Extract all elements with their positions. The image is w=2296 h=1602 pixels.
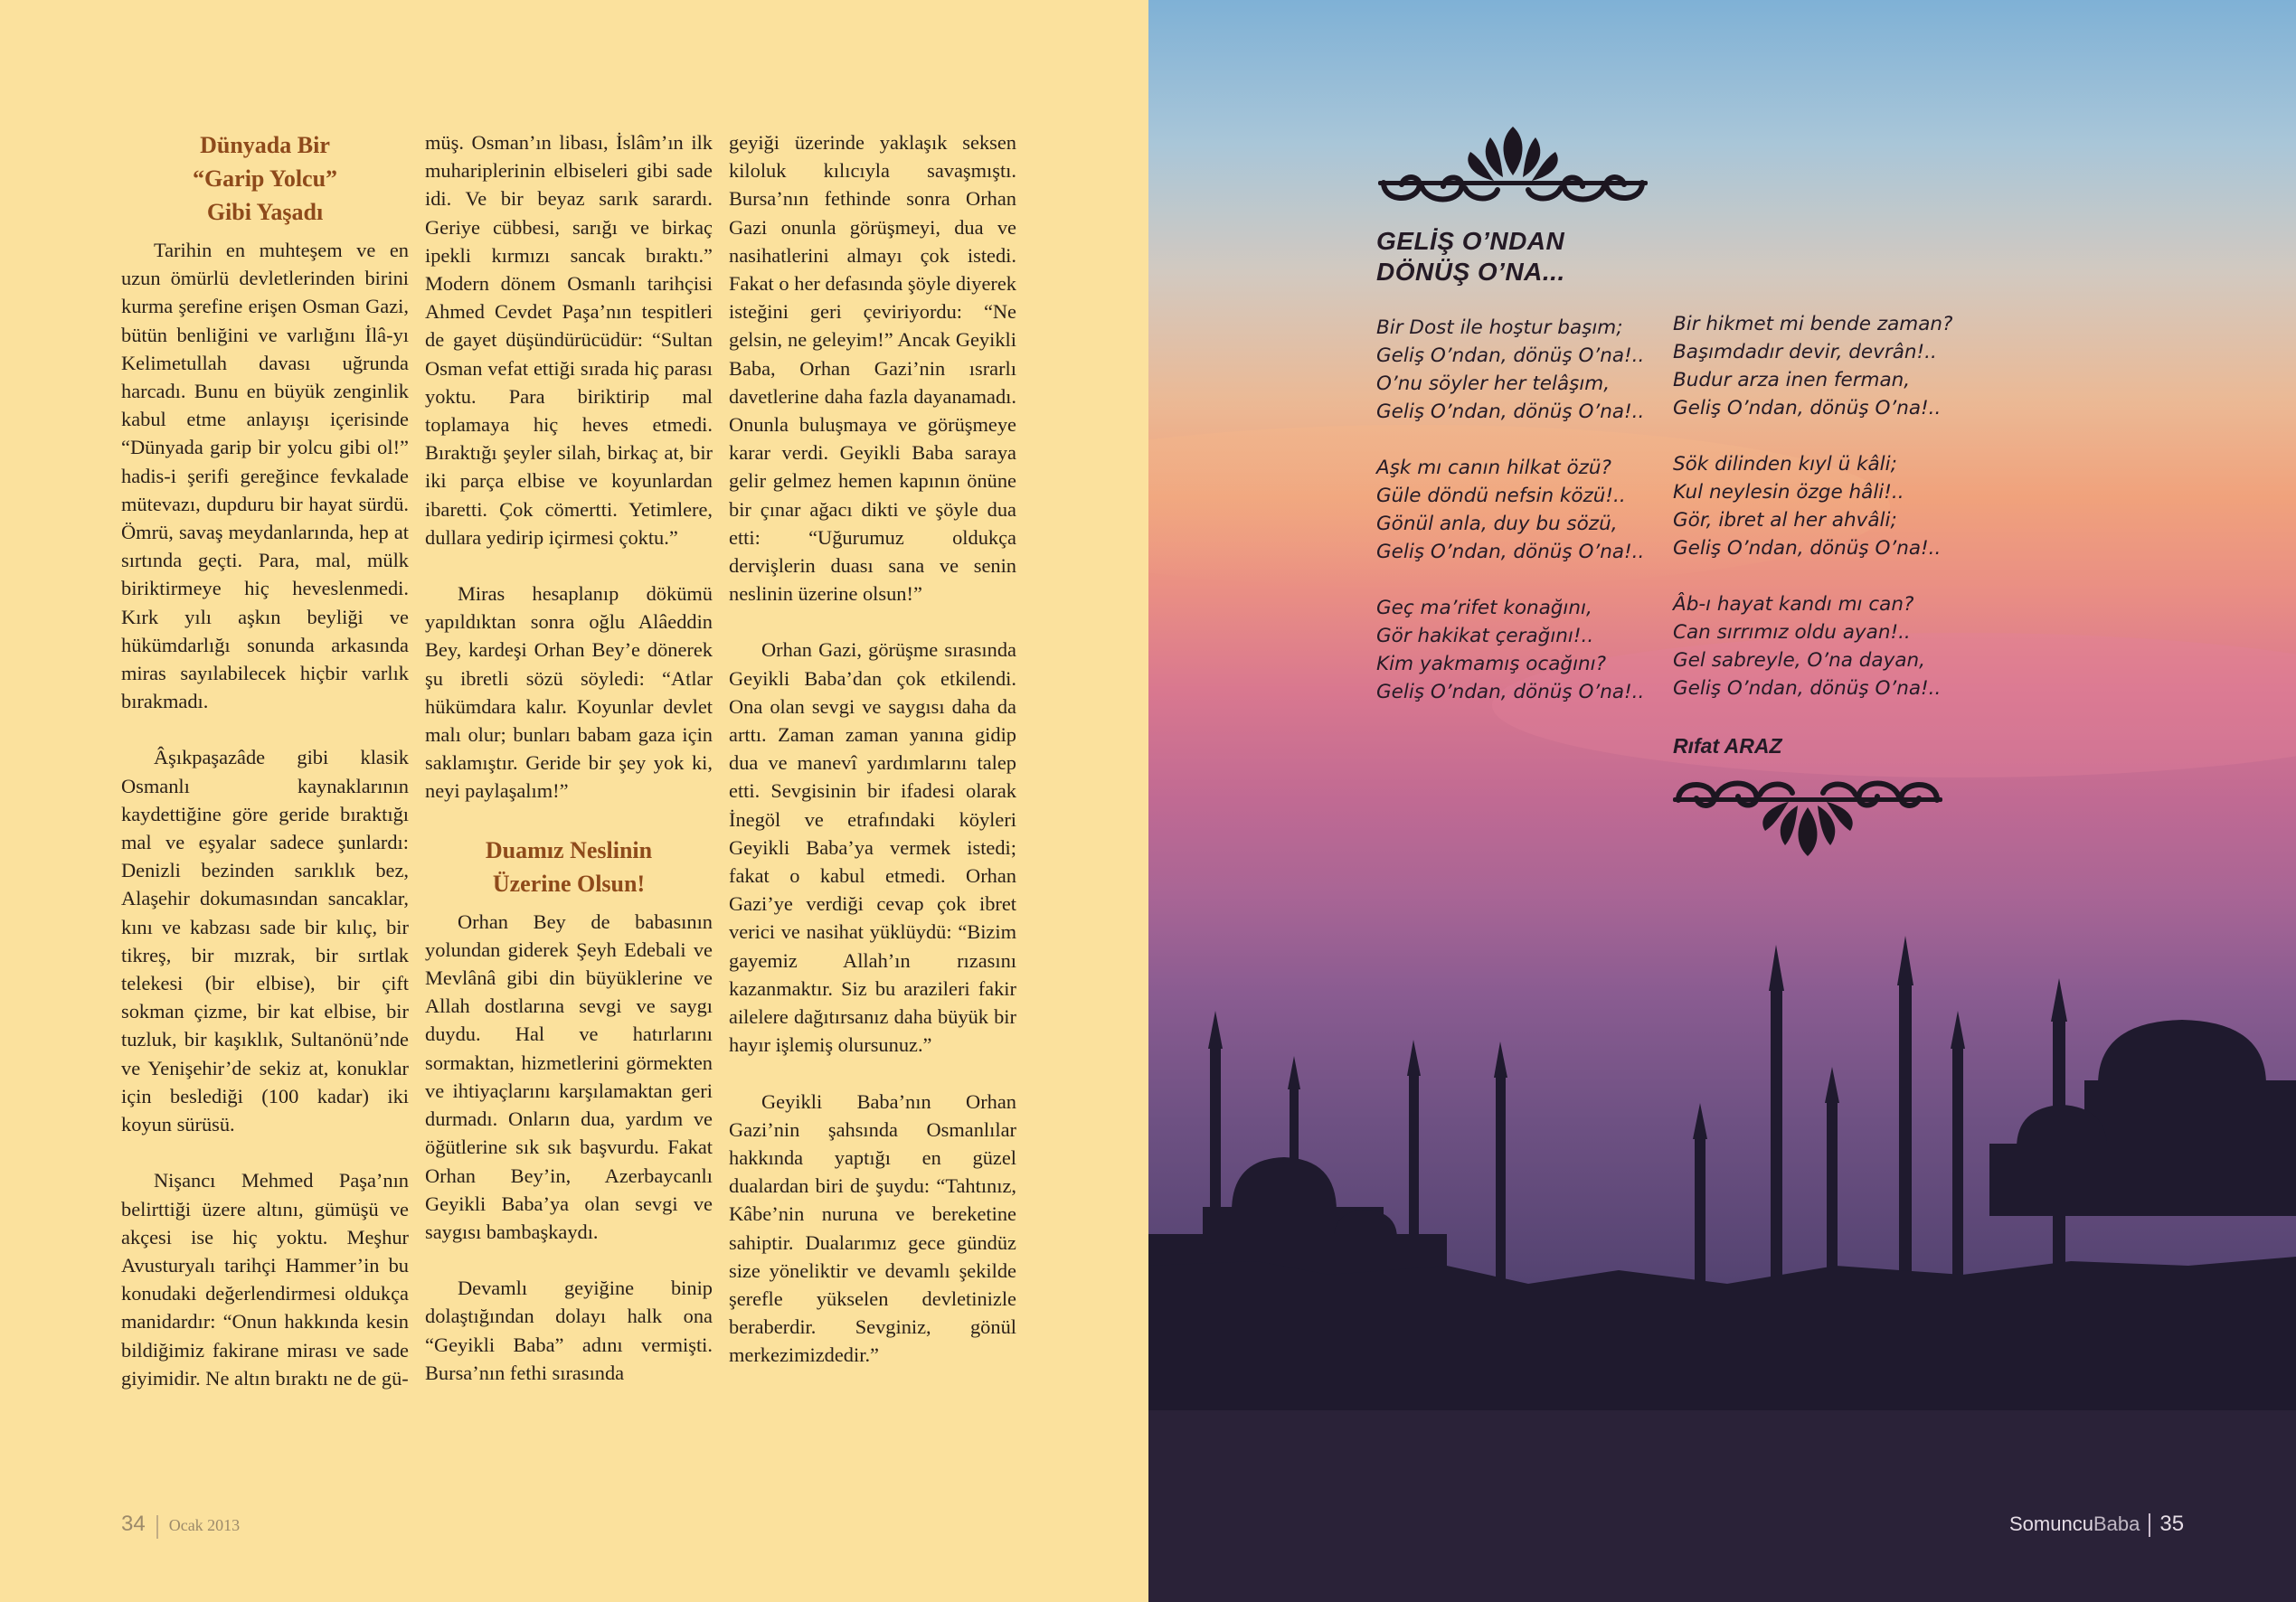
flourish-ornament-icon	[1669, 773, 1946, 868]
poem-author: Rıfat ARAZ	[1673, 734, 1782, 758]
stanza: Bir Dost ile hoştur başım; Geliş O’ndan, dönüş O’na!.. O’nu söyler her telâşım, Geliş O’ndan, dönüş O’na!..	[1376, 316, 1645, 423]
flourish-ornament-icon	[1375, 119, 1651, 214]
stanza: Âb-ı hayat kandı mı can? Can sırrımız oldu ayan!.. Gel sabreyle, O’na dayan, Geliş O’ndan, dönüş O’na!..	[1673, 593, 1942, 700]
paragraph: Miras hesaplanıp dökümü yapıldıktan sonra oğlu Alâeddin Bey, kardeşi Orhan Bey’e dönerek şu ibretli sözü söyledi: “Atlar hükümdara kalır. Koyunlar devlet malı olur; bunları babam gaza için saklamıştır. Geride bir şey yok ki, neyi paylaşalım!”	[425, 582, 713, 803]
paragraph: Âşıkpaşazâde gibi klasik Osmanlı kaynaklarının kaydettiğine göre geride bıraktığı mal ve eşyalar sadece şunlardı: Denizli bezinden sarıklık bez, Alaşehir dokumasından sancaklar, kını ve kabzası sade bir kılıç, bir tikreş, bir mızrak, bir sırtlak telekesi (bir elbise), bir çift sokman çizme, bir kat elbise, bir tuzluk, bir kaşıklık, Sultanönü’nde ve Yenişehir’de sekiz at, konuklar için beslediği (100 kadar) iki koyun sürüsü.	[121, 746, 409, 1136]
page-folio-right	[2009, 1512, 2184, 1537]
text-column-2	[425, 128, 713, 1387]
page-number: 35	[2159, 1512, 2185, 1536]
text-column-3	[729, 128, 1016, 1370]
dome-left	[1232, 1157, 1337, 1211]
paragraph: Orhan Bey de babasının yolundan giderek Şeyh Edebali ve Mevlânâ gibi din büyüklerine ve Allah dostlarına sevgi ve saygı duydu. Hal ve hatırlarını sormaktan, hizmetlerini görmekten ve ihtiyaçlarını karşılamaktan geri durmadı. Onların dua, yardım ve öğütlerine sık sık başvurdu. Fakat Orhan Bey’in, Azerbaycanlı Geyikli Baba’ya olan sevgi ve saygısı bambaşkaydı.	[425, 909, 713, 1243]
paragraph: geyiği üzerinde yaklaşık seksen kiloluk kılıcıyla savaşmıştı. Bursa’nın fethinde sonra Orhan Gazi onunla görüşmeyi, dua ve nasihatlerini almayı çok istedi. Fakat o her defasında şöyle diyerek isteğini geri çeviriyordu: “Ne gelsin, ne geleyim!” Ancak Geyikli Baba, Orhan Gazi’nin ısrarlı davetlerine daha fazla dayanamadı. Onunla buluşmaya ve görüşmeye karar verdi. Geyikli Baba saraya gelir gelmez hemen kapının önüne bir çınar ağacı dikti ve şöyle dua etti: “Uğurumuz oldukça dervişlerin duası sana ve senin neslinin üzerine olsun!”	[729, 131, 1016, 606]
paragraph: Orhan Gazi, görüşme sırasında Geyikli Baba’dan çok etkilendi. Ona olan sevgi ve saygısı daha da arttı. Zaman zaman yanına gidip dua ve manevî yardımlarını talep etti. Sevgisinin bir ifadesi olarak İnegöl ve etrafındaki köyleri Geyikli Baba’ya vermek istedi; fakat o kabul etmedi. Orhan Gazi’ye verdiği cevap çok ibret verici ve nasihat yüklüydü: “Bizim gayemiz Allah’ın rızasını kazanmaktır. Siz bu arazileri fakir ailelere dağıtırsanız daha büyük bir hayır işlemiş olursunuz.”	[729, 638, 1016, 1057]
poem-title: GELİŞ O’NDAN DÖNÜŞ O’NA...	[1376, 227, 1565, 286]
stanza: Aşk mı canın hilkat özü? Güle döndü nefsin közü!.. Gönül anla, duy bu sözü, Geliş O’ndan, dönüş O’na!..	[1376, 457, 1645, 563]
folio-divider	[2149, 1513, 2150, 1537]
stanza: Sök dilinden kıyl ü kâli; Kul neylesin özge hâli!.. Gör, ibret al her ahvâli; Geliş O’ndan, dönüş O’na!..	[1673, 453, 1942, 560]
paragraph: Tarihin en muhteşem ve en uzun ömürlü devletlerinden birini kurma şerefine erişen Osman Gazi, bütün benliğini ve varlığını İlâ-yı Kelimetullah davası uğrunda harcadı. Bunu en büyük zenginlik kabul etme anlayışı içerisinde “Dünyada garip bir yolcu gibi ol!” hadis-i şerifi gereğince fevkalade mütevazı, dupduru bir hayat sürdü. Ömrü, savaş meydanlarında, hep at sırtında geçti. Para, mal, mülk biriktirmeye hiç heveslenmedi. Kırk yılı aşkın beyliği ve hükümdarlığı sonunda arkasında miras sayılabilecek hiçbir varlık bırakmadı.	[121, 239, 409, 713]
issue-date: Ocak 2013	[168, 1516, 241, 1534]
poem-column-left	[1376, 314, 1644, 706]
brand-logo: SomuncuBaba	[2009, 1512, 2140, 1535]
poem-column-right	[1673, 310, 1952, 702]
folio-divider	[156, 1515, 158, 1539]
stanza: Geç ma’rifet konağını, Gör hakikat çerağını!.. Kim yakmamış ocağını? Geliş O’ndan, dönüş O’na!..	[1376, 597, 1645, 703]
dome-right	[2098, 1020, 2266, 1085]
section-heading: Duamız Neslinin Üzerine Olsun!	[485, 836, 653, 897]
paragraph: Nişancı Mehmed Paşa’nın belirttiği üzere altını, gümüşü ve akçesi ise hiç yoktu. Meşhur Avusturyalı tarihçi Hammer’in bu konudaki değerlendirmesi oldukça manidardır: “Onun hakkında kesin bildiğimiz fakirane mirası ve sade giyimidir. Ne altın bıraktı ne de gü-	[121, 1169, 409, 1390]
page-folio-left	[121, 1512, 240, 1539]
stanza: Bir hikmet mi bende zaman? Başımdadır devir, devrân!.. Budur arza inen ferman, Geliş O’ndan, dönüş O’na!..	[1673, 313, 1953, 419]
paragraph: Geyikli Baba’nın Orhan Gazi’nin şahsında Osmanlılar hakkında yaptığı en güzel dualardan biri de şuydu: “Tahtınız, Kâbe’nin nuruna ve bereketine sahiptir. Dualarımız gece gündüz size yöneliktir ve devamlı şekilde şerefle yükselen devletinizle beraberdir. Sevginiz, gönül merkezimizdedir.”	[729, 1089, 1016, 1367]
water	[1148, 1410, 2296, 1602]
page-number: 34	[121, 1512, 146, 1536]
right-page-photo	[1148, 0, 2296, 1602]
section-heading: Dünyada Bir “Garip Yolcu” Gibi Yaşadı	[192, 132, 338, 225]
paragraph: müş. Osman’ın libası, İslâm’ın ilk muhariplerinin elbiseleri gibi sade idi. Ve bir beyaz sarık sarardı. Geriye cübbesi, sarığı ve birkaç ipekli kırmızı sancak bıraktı.” Modern dönem Osmanlı tarihçisi Ahmed Cevdet Paşa’nın tespitleri de gayet düşündürücüdür: “Sultan Osman vefat ettiği sırada hiç parası yoktu. Para biriktirip mal toplamaya hiç heves etmedi. Bıraktığı şeyler silah, birkaç at, bir iki parça elbise ve koyunlardan ibaretti. Çok cömertti. Yetimlere, dullara yedirip içirmesi çoktu.”	[425, 131, 713, 549]
text-column-1	[121, 128, 409, 1392]
paragraph: Devamlı geyiğine binip dolaştığından dolayı halk ona “Geyikli Baba” adını vermişti. Bursa’nın fethi sırasında	[425, 1277, 713, 1384]
